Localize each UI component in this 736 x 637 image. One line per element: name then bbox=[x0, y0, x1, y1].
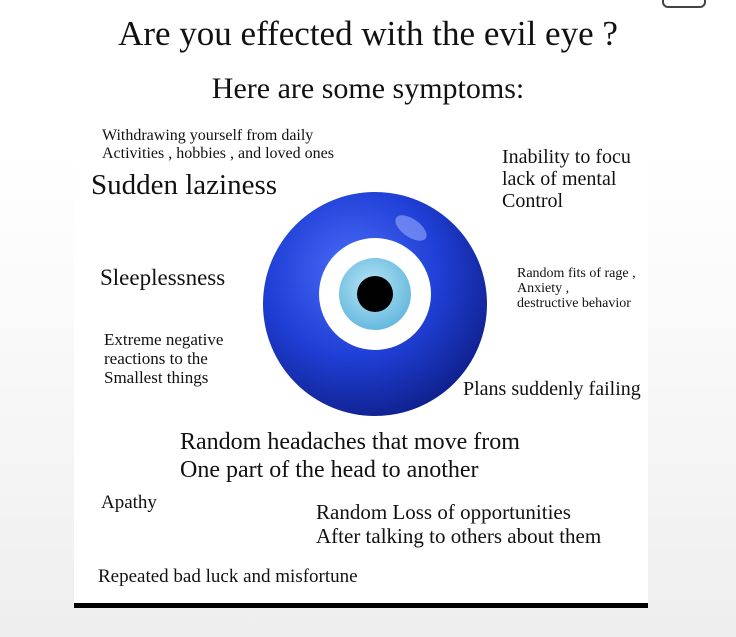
symptom-apathy: Apathy bbox=[101, 492, 157, 513]
symptom-loss-of-opportunities bbox=[316, 500, 601, 548]
symptom-extreme-line-1: Extreme negative bbox=[104, 330, 224, 349]
symptom-extreme-line-2: reactions to the bbox=[104, 349, 208, 368]
symptom-inability bbox=[502, 146, 631, 212]
symptom-headaches-line-1: Random headaches that move from bbox=[180, 429, 520, 455]
symptom-bad-luck: Repeated bad luck and misfortune bbox=[98, 566, 358, 587]
symptom-rage-line-2: Anxiety , bbox=[517, 281, 570, 296]
symptom-withdrawing-line-2: Activities , hobbies , and loved ones bbox=[102, 145, 334, 162]
corner-tab bbox=[662, 0, 706, 8]
symptom-laziness: Sudden laziness bbox=[91, 169, 278, 201]
bottom-divider bbox=[74, 603, 648, 608]
symptom-rage-line-3: destructive behavior bbox=[517, 296, 631, 311]
symptom-withdrawing bbox=[102, 127, 334, 163]
symptom-loss-line-2: After talking to others about them bbox=[316, 524, 602, 548]
symptom-loss-line-1: Random Loss of opportunities bbox=[316, 500, 571, 524]
symptom-inability-line-2: lack of mental bbox=[502, 168, 617, 190]
eye-pupil bbox=[357, 276, 393, 312]
symptom-inability-line-1: Inability to focu bbox=[502, 146, 631, 168]
symptom-plans-failing: Plans suddenly failing bbox=[463, 378, 641, 400]
page-title: Are you effected with the evil eye ? bbox=[118, 14, 618, 53]
symptom-sleeplessness: Sleeplessness bbox=[100, 265, 226, 290]
symptom-rage bbox=[517, 266, 636, 311]
symptom-extreme-reactions bbox=[104, 330, 223, 387]
symptom-withdrawing-line-1: Withdrawing yourself from daily bbox=[102, 127, 314, 144]
page-subtitle: Here are some symptoms: bbox=[211, 72, 525, 105]
symptom-headaches bbox=[180, 428, 520, 484]
symptom-rage-line-1: Random fits of rage , bbox=[517, 266, 636, 281]
evil-eye-icon bbox=[261, 190, 489, 418]
symptom-inability-line-3: Control bbox=[502, 190, 564, 212]
symptom-headaches-line-2: One part of the head to another bbox=[180, 457, 479, 483]
symptom-extreme-line-3: Smallest things bbox=[104, 368, 209, 387]
